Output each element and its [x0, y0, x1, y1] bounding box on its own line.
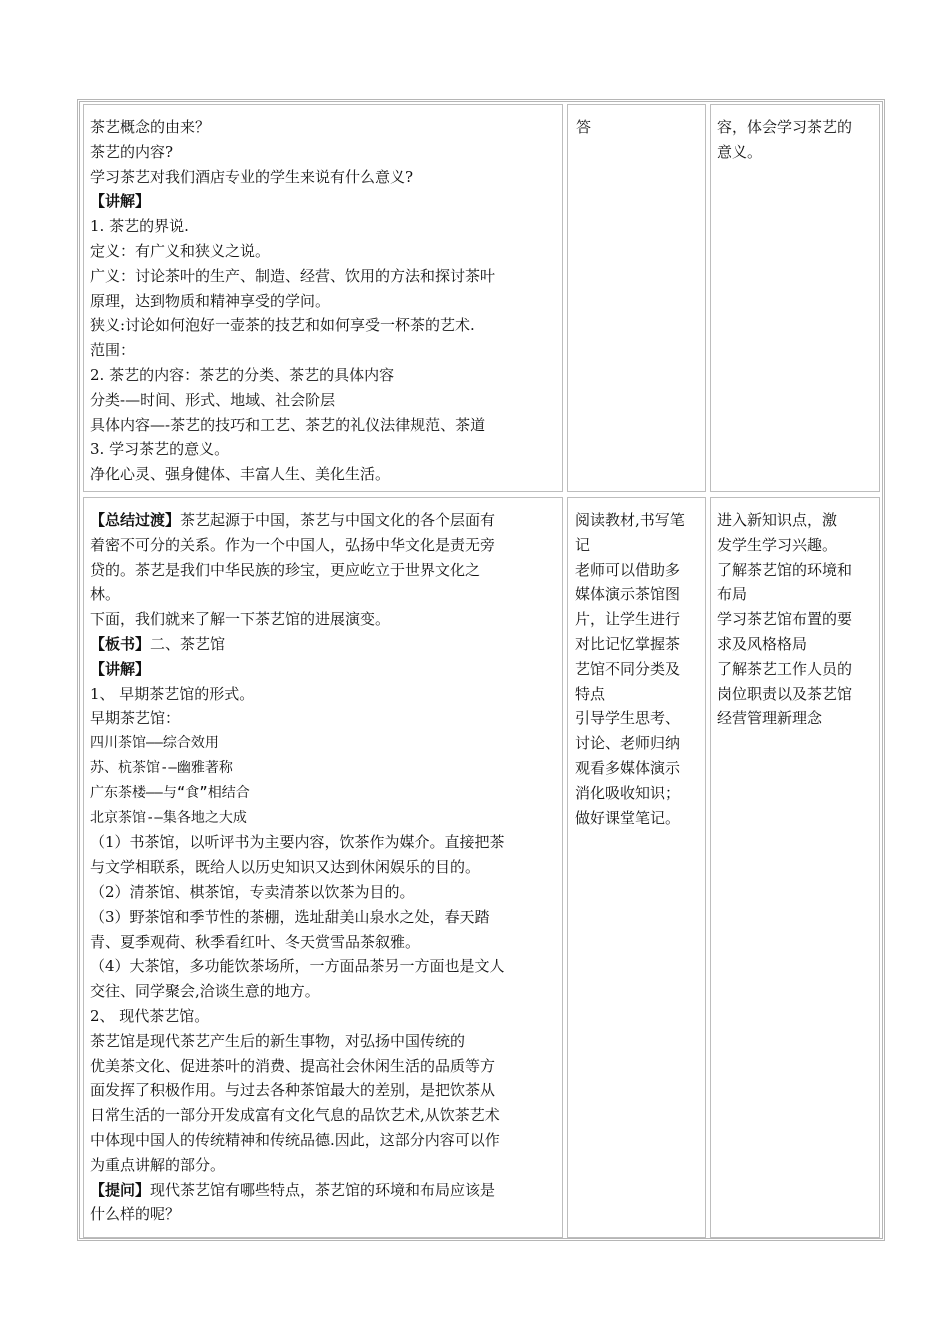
text-line: 容，体会学习茶艺的 [717, 118, 853, 136]
text-line: 着密不可分的关系。作为一个中国人，弘扬中华文化是责无旁 [90, 535, 496, 554]
text-line: 记 [575, 535, 591, 554]
text-line [90, 1178, 505, 1203]
row2-purpose-cell [710, 497, 880, 1238]
text-line: 求及风格格局 [717, 634, 808, 653]
text-line: 为重点讲解的部分。 [90, 1155, 226, 1174]
text-line: 老师可以借助多 [575, 560, 681, 579]
text-line: 1. 茶艺的界说. [90, 217, 189, 236]
text-line: 面发挥了积极作用。与过去各种茶馆最大的差别，是把饮茶从 [90, 1081, 496, 1100]
section-heading: 【板书】 [90, 634, 151, 653]
text-line: 青、夏季观荷、秋季看红叶、冬天赏雪品茶叙雅。 [90, 932, 421, 951]
text-line: 优美茶文化、促进茶叶的消费、提高社会休闲生活的品质等方 [90, 1056, 496, 1075]
text-line: 消化吸收知识； [575, 783, 681, 802]
text-line: 净化心灵、强身健体、丰富人生、美化生活。 [90, 465, 391, 484]
text-line: 茶艺的内容? [90, 142, 174, 161]
text-line: 岗位职责以及茶艺馆 [717, 684, 853, 703]
text-line: 交往、同学聚会,洽谈生意的地方。 [90, 982, 320, 1001]
text-line: 与文学相联系，既给人以历史知识又达到休闲娱乐的目的。 [90, 858, 481, 877]
text-line: 2. 茶艺的内容：茶艺的分类、茶艺的具体内容 [90, 365, 395, 384]
text-line: 讨论、老师归纳 [575, 734, 681, 753]
row2-purpose-lines [717, 508, 852, 731]
row1-student-activity-cell [567, 104, 706, 492]
text-line: 北京茶馆-—集各地之大成 [90, 809, 247, 826]
text-line: 意义。 [717, 142, 763, 161]
text-line: 片，让学生进行 [575, 610, 681, 629]
text-line [90, 657, 505, 682]
text-line: 学习茶艺馆布置的要 [717, 610, 853, 629]
section-heading: 【总结过渡】 [90, 511, 181, 529]
text-line: 林。 [90, 585, 121, 604]
text-line: 分类-—时间、形式、地域、社会阶层 [90, 390, 336, 409]
text-line: 贷的。茶艺是我们中华民族的珍宝，更应屹立于世界文化之 [90, 560, 481, 579]
text-line: （3）野茶馆和季节性的茶棚，选址甜美山泉水之处，春天踏 [90, 907, 490, 926]
text-line: 了解茶艺工作人员的 [717, 659, 853, 678]
text-line: 四川茶馆——综合效用 [90, 735, 219, 752]
text-line: 茶艺概念的由来？ [90, 118, 211, 136]
text-line: 观看多媒体演示 [575, 758, 681, 777]
text-line: 原理，达到物质和精神享受的学问。 [90, 291, 331, 310]
row1-content-lines [90, 115, 495, 487]
text-line: 中体现中国人的传统精神和传统品德.因此，这部分内容可以作 [90, 1130, 500, 1149]
text-line: 茶艺馆是现代茶艺产生后的新生事物，对弘扬中国传统的 [90, 1031, 466, 1050]
text-line: （2）清茶馆、棋茶馆，专卖清茶以饮茶为目的。 [90, 882, 415, 901]
row2-student-activity-lines [575, 508, 685, 830]
section-text: 二、茶艺馆 [150, 634, 226, 653]
text-line: 引导学生思考、 [575, 709, 681, 728]
text-line: 答 [576, 118, 592, 136]
text-line: 布局 [717, 585, 748, 604]
text-line: 2、 现代茶艺馆。 [90, 1006, 210, 1025]
text-line: 学习茶艺对我们酒店专业的学生来说有什么意义? [90, 167, 414, 186]
row2-content-cell [83, 497, 563, 1238]
text-line: 广东茶楼——与“食”相结合 [90, 784, 250, 801]
row1-student-activity-lines [576, 115, 591, 140]
text-line: 什么样的呢？ [90, 1205, 181, 1224]
text-line: （1）书茶馆，以听评书为主要内容，饮茶作为媒介。直接把茶 [90, 833, 505, 852]
row1-purpose-cell [710, 104, 880, 492]
row1-purpose-lines [717, 115, 852, 165]
text-line: 1、 早期茶艺馆的形式。 [90, 684, 255, 703]
text-line: 发学生学习兴趣。 [717, 535, 838, 554]
text-line: 范围： [90, 341, 136, 360]
section-heading: 【讲解】 [90, 659, 151, 678]
text-line: 媒体演示茶馆图 [575, 585, 681, 604]
section-heading: 【提问】 [90, 1180, 151, 1199]
text-line: 广义：讨论茶叶的生产、制造、经营、饮用的方法和探讨茶叶 [90, 266, 496, 285]
text-line: 特点 [575, 684, 606, 703]
text-line: 苏、杭茶馆-—幽雅著称 [90, 759, 233, 776]
text-line: 下面，我们就来了解一下茶艺馆的进展演变。 [90, 610, 391, 629]
row1-content-cell [83, 104, 563, 492]
text-line: 做好课堂笔记。 [575, 808, 681, 827]
text-line: 日常生活的一部分开发成富有文化气息的品饮艺术,从饮茶艺术 [90, 1106, 500, 1125]
text-line: 经营管理新理念 [717, 709, 823, 728]
text-line: 狭义:讨论如何泡好一壶茶的技艺和如何享受一杯茶的艺术. [90, 316, 475, 335]
text-line: 艺馆不同分类及 [575, 659, 681, 678]
text-line: 具体内容—-茶艺的技巧和工艺、茶艺的礼仪法律规范、茶道 [90, 415, 486, 434]
text-line [90, 508, 505, 533]
text-line: 了解茶艺馆的环境和 [717, 560, 853, 579]
text-line: 【讲解】 [90, 192, 151, 211]
text-line: 进入新知识点，激 [717, 511, 838, 529]
text-line: 对比记忆掌握茶 [575, 634, 681, 653]
row2-student-activity-cell [567, 497, 706, 1238]
text-line [90, 632, 505, 657]
text-line: 阅读教材,书写笔 [575, 511, 685, 529]
text-line: 早期茶艺馆： [90, 709, 181, 728]
row2-content-lines [90, 508, 505, 1227]
text-line: 3. 学习茶艺的意义。 [90, 440, 230, 459]
text-line: （4）大茶馆，多功能饮茶场所，一方面品茶另一方面也是文人 [90, 957, 505, 976]
section-text: 茶艺起源于中国，茶艺与中国文化的各个层面有 [180, 511, 496, 529]
section-text: 现代茶艺馆有哪些特点，茶艺馆的环境和布局应该是 [150, 1180, 496, 1199]
text-line: 定义：有广义和狭义之说。 [90, 241, 271, 260]
